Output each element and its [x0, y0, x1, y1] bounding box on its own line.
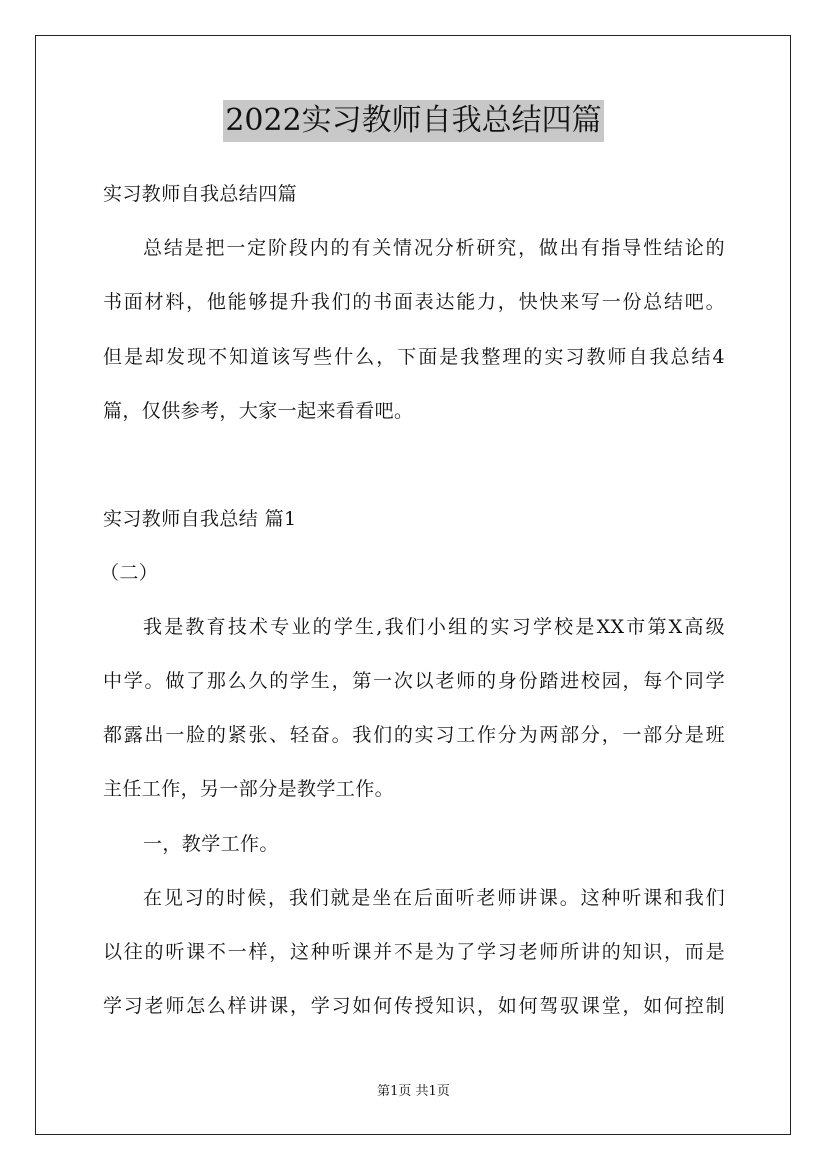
- item-heading: 一，教学工作。: [143, 833, 279, 855]
- para1-line-3: 都露出一脸的紧张、轻奋。我们的实习工作分为两部分，一部分是班: [103, 724, 725, 746]
- section-heading: 实习教师自我总结 篇1: [103, 508, 297, 530]
- intro-line-2: 书面材料，他能够提升我们的书面表达能力，快快来写一份总结吧。: [103, 291, 725, 313]
- page-footer: 第1页 共1页: [377, 1084, 450, 1099]
- intro-line-1: 总结是把一定阶段内的有关情况分析研究，做出有指导性结论的: [143, 237, 725, 259]
- para1-line-4: 主任工作，另一部分是教学工作。: [103, 778, 395, 800]
- para1-line-2: 中学。做了那么久的学生，第一次以老师的身份踏进校园，每个同学: [103, 670, 725, 692]
- para1-line-1: 我是教育技术专业的学生,我们小组的实习学校是XX市第X高级: [143, 616, 725, 638]
- para2-line-1: 在见习的时候，我们就是坐在后面听老师讲课。这种听课和我们: [143, 887, 725, 909]
- intro-line-3: 但是却发现不知道该写些什么，下面是我整理的实习教师自我总结4: [103, 346, 725, 368]
- title-wrap: [0, 100, 827, 142]
- para2-line-2: 以往的听课不一样，这种听课并不是为了学习老师所讲的知识，而是: [103, 941, 725, 963]
- part-label: （二）: [100, 562, 159, 584]
- para2-line-3: 学习老师怎么样讲课，学习如何传授知识，如何驾驭课堂，如何控制: [103, 995, 725, 1017]
- document-subtitle: 实习教师自我总结四篇: [103, 183, 298, 205]
- document-title: 2022实习教师自我总结四篇: [223, 100, 603, 142]
- intro-line-4: 篇，仅供参考，大家一起来看看吧。: [103, 400, 414, 422]
